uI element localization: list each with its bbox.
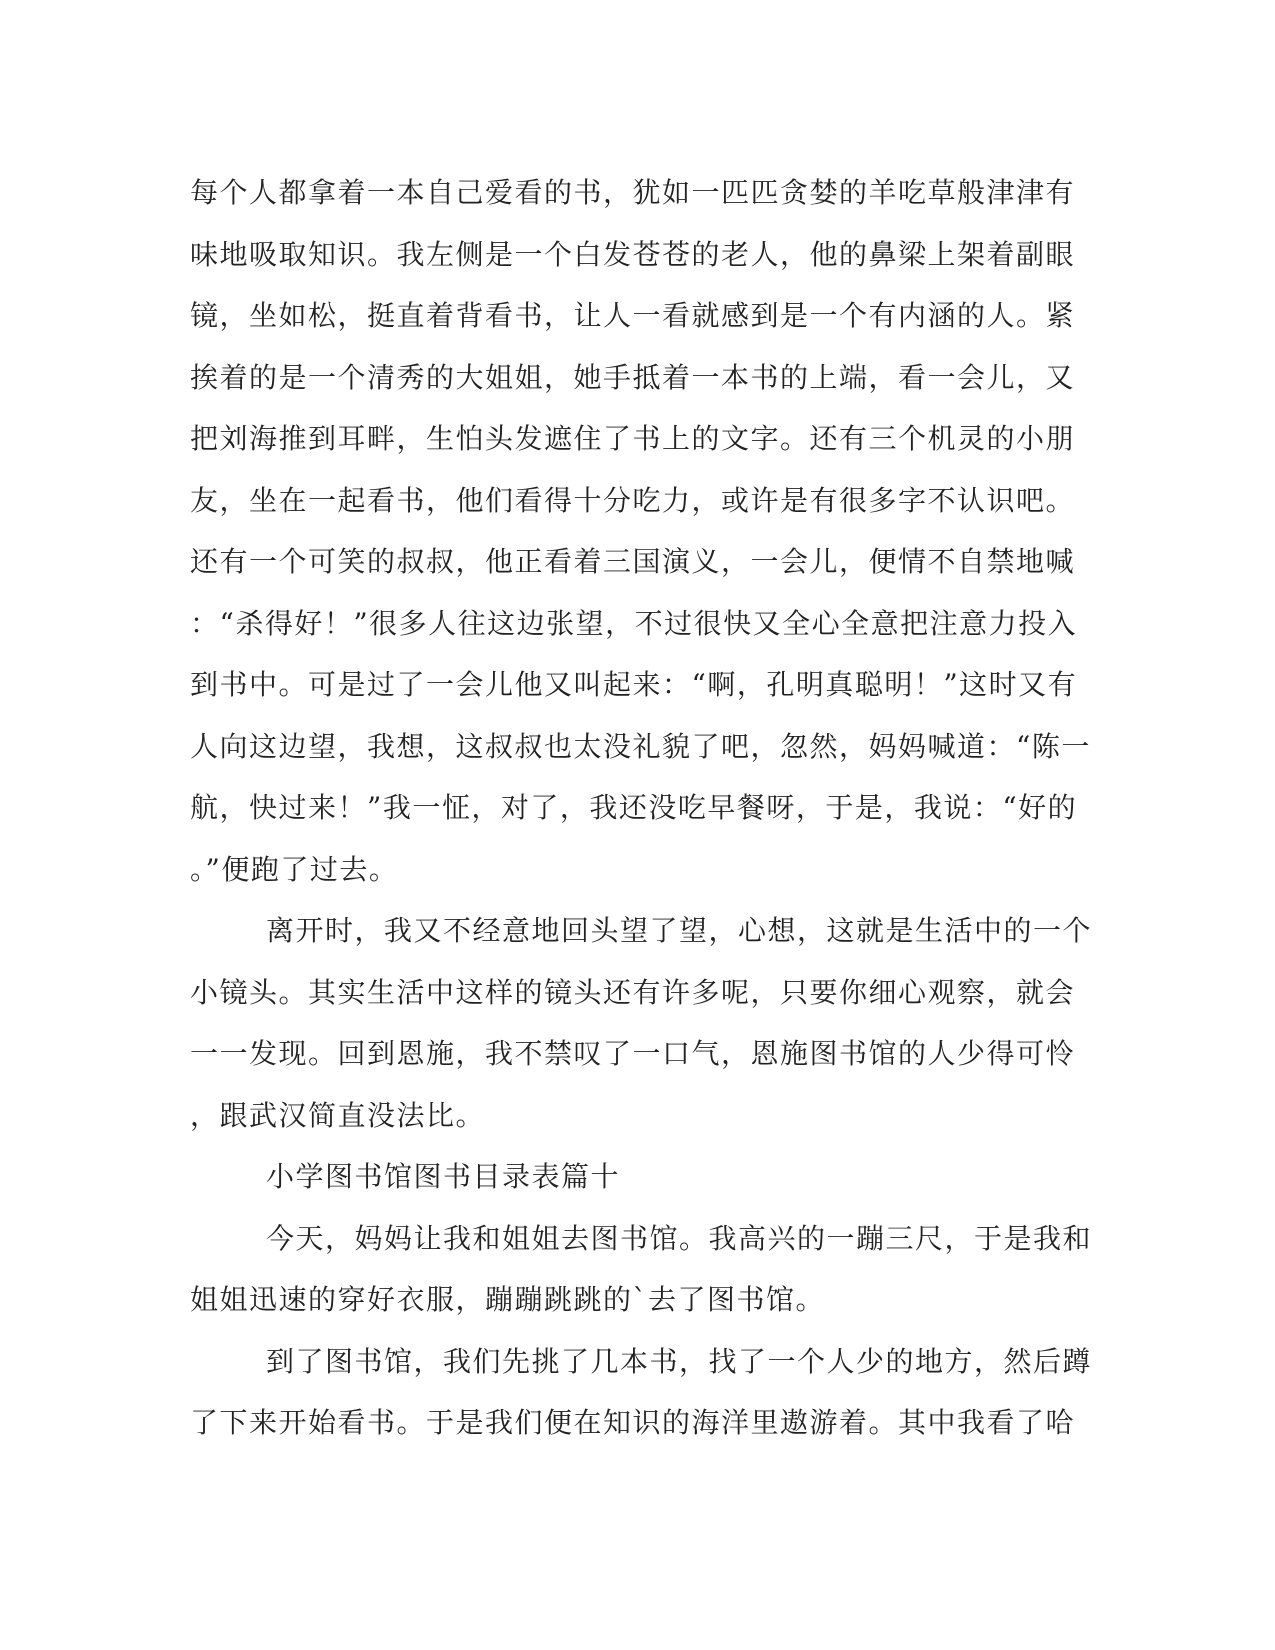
text-line: 小镜头。其实生活中这样的镜头还有许多呢，只要你细心观察，就会: [190, 975, 1076, 1009]
text-line: 友，坐在一起看书，他们看得十分吃力，或许是有很多字不认识吧。: [190, 483, 1076, 517]
text-line: ：“杀得好！”很多人往这边张望，不过很快又全心全意把注意力投入: [190, 606, 1078, 640]
text-line: 镜，坐如松，挺直着背看书，让人一看就感到是一个有内涵的人。紧: [190, 299, 1076, 332]
text-line: 。”便跑了过去。: [190, 852, 399, 886]
paragraph-start-line: 到了图书馆，我们先挑了几本书，找了一个人少的地方，然后蹲: [266, 1344, 1093, 1378]
text-line: 一一发现。回到恩施，我不禁叹了一口气，恩施图书馆的人少得可怜: [190, 1037, 1076, 1070]
paragraph-start-line: 今天，妈妈让我和姐姐去图书馆。我高兴的一蹦三尺，于是我和: [266, 1221, 1093, 1255]
paragraph-start-line: 离开时，我又不经意地回头望了望，心想，这就是生活中的一个: [266, 914, 1093, 947]
text-line: 姐姐迅速的穿好衣服，蹦蹦跳跳的`去了图书馆。: [190, 1283, 826, 1316]
section-heading: 小学图书馆图书目录表篇十: [266, 1160, 621, 1193]
text-line: 了下来开始看书。于是我们便在知识的海洋里遨游着。其中我看了哈: [190, 1406, 1076, 1439]
text-line: 每个人都拿着一本自己爱看的书，犹如一匹匹贪婪的羊吃草般津津有: [190, 176, 1076, 209]
document-body: [190, 162, 1093, 1454]
text-line: 味地吸取知识。我左侧是一个白发苍苍的老人，他的鼻梁上架着副眼: [190, 237, 1076, 271]
text-line: 挨着的是一个清秀的大姐姐，她手抵着一本书的上端，看一会儿，又: [190, 360, 1076, 394]
text-line: 还有一个可笑的叔叔，他正看着三国演义，一会儿，便情不自禁地喊: [190, 545, 1076, 578]
text-line: 航，快过来！”我一怔，对了，我还没吃早餐呀，于是，我说：“好的: [190, 791, 1078, 824]
text-line: ，跟武汉简直没法比。: [190, 1098, 486, 1132]
text-line: 到书中。可是过了一会儿他又叫起来：“啊，孔明真聪明！”这时又有: [190, 668, 1078, 701]
text-line: 人向这边望，我想，这叔叔也太没礼貌了吧，忽然，妈妈喊道：“陈一: [190, 729, 1091, 763]
text-line: 把刘海推到耳畔，生怕头发遮住了书上的文字。还有三个机灵的小朋: [190, 422, 1076, 455]
